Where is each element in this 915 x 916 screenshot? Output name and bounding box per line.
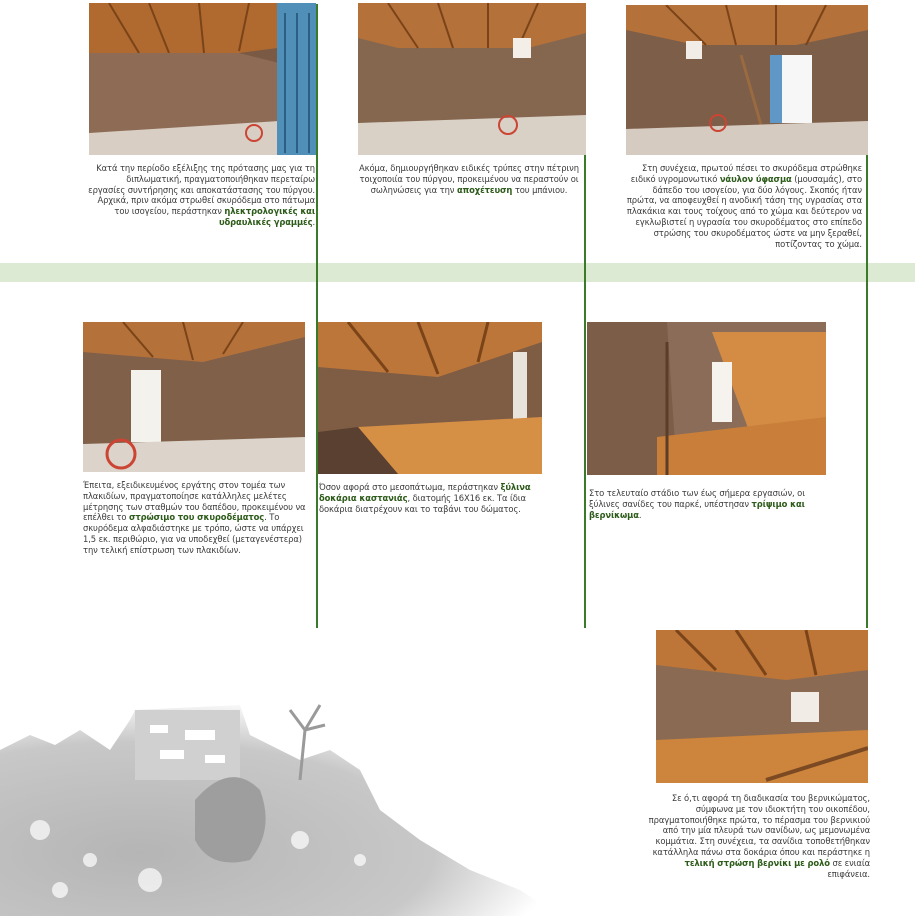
caption-5-text: Όσον αφορά στο μεσοπάτωμα, περάστηκαν xyxy=(319,482,501,492)
photo-concrete-floor xyxy=(83,322,305,472)
divider-line-1 xyxy=(316,4,318,628)
caption-1-text: Κατά την περίοδο εξέλιξης της πρότασης μας για τη διπλωματική, πραγματοποιήθηκαν περεταίρω εργασίες συντήρησης και αποκατάστασης του πύργου. Αρχικά, πριν ακόμα στρωθεί σκυρόδεμα στο πάτωμα του ισογείου, περάστηκαν xyxy=(88,163,315,217)
caption-5-end: , διατομής 16Χ16 εκ. Τα ίδια δοκάρια διατρέχουν και το ταβάνι του δώματος. xyxy=(319,492,526,514)
tower-silhouette-illustration xyxy=(0,690,560,916)
caption-7-end: σε ενιαία επιφάνεια. xyxy=(827,857,870,879)
caption-4-text: Έπειτα, εξειδικευμένος εργάτης στον τομέα των πλακιδίων, πραγματοποίησε κατάλληλες μελέτες μέτρησης των σταθμών του δαπέδου, προκειμένου να επέλθει το xyxy=(83,480,306,523)
caption-1-highlight: ηλεκτρολογικές και υδραυλικές γραμμές xyxy=(218,206,315,227)
caption-2-highlight: αποχέτευση xyxy=(456,184,513,195)
caption-drainage xyxy=(352,163,586,195)
photo-parquet-sanding xyxy=(587,322,826,475)
photo-ground-floor-membrane xyxy=(626,5,868,155)
caption-electrical-plumbing xyxy=(88,163,315,228)
caption-3-end: (μουσαμάς), στο δάπεδο του ισογείου, για δύο λόγους. Σκοπός ήταν πρώτα, να αποφευχθεί η ανοδική τάση της υγρασίας στα πλακάκια και τους τοίχους από το χώμα και δεύτερον να εγκλωβιστεί η υγρασία του σκυροδέματος στο επίπεδο στρώσης του σκυροδέματος ώστε να μην ξεραθεί, ποτίζοντας το χώμα. xyxy=(626,173,862,249)
caption-membrane xyxy=(620,163,862,249)
caption-5-highlight: ξύλινα δοκάρια καστανιάς xyxy=(319,482,531,503)
caption-7-highlight: τελική στρώση βερνίκι με ρολό xyxy=(684,857,830,868)
caption-6-end: . xyxy=(638,509,642,520)
caption-7-text: Σε ό,τι αφορά τη διαδικασία του βερνικώματος, σύμφωνα με τον ιδιοκτήτη του οικοπέδου, πραγματοποιήθηκε πρώτα, το πέρασμα του βερνικιού από την μία πλευρά των σανίδων, ως μεμονωμένα κομμάτια. Στη συνέχεια, τα σανίδια τοποθετήθηκαν κατάλληλα πάνω στα δοκάρια όπου και περάστηκε η xyxy=(648,793,870,857)
caption-concrete-pouring xyxy=(83,480,309,556)
photo-varnished-floor xyxy=(656,630,868,783)
photo-chestnut-beams xyxy=(318,322,542,474)
green-band xyxy=(0,263,915,282)
photo-ground-floor-pipes xyxy=(89,3,316,155)
caption-4-highlight: στρώσιμο του σκυροδέματος xyxy=(128,512,265,523)
caption-4-end: . Το σκυρόδεμα αλφαδιάστηκε με τρόπο, ώστε να υπάρχει 1,5 εκ. περιθώριο, για να υποδεχθεί (μεταγενέστερα) την τελική επίστρωση των πλακιδίων. xyxy=(83,512,304,555)
caption-6-text: Στο τελευταίο στάδιο των έως σήμερα εργασιών, οι ξύλινες σανίδες του παρκέ, υπέστησαν xyxy=(589,488,805,509)
photo-wall-drainage-holes xyxy=(358,3,586,155)
caption-2-text: Ακόμα, δημιουργήθηκαν ειδικές τρύπες στην πέτρινη τοιχοποιία του πύργου, προκειμένου να περαστούν οι σωληνώσεις για την xyxy=(359,163,579,195)
caption-sanding-varnish xyxy=(589,488,821,520)
caption-varnishing-process xyxy=(648,793,870,879)
caption-1-end: . xyxy=(312,216,315,227)
caption-3-highlight: νάυλον ύφασμα xyxy=(719,173,792,184)
caption-3-text: Στη συνέχεια, πρωτού πέσει το σκυρόδεμα στρώθηκε ειδικό υγρομονωτικό xyxy=(630,163,862,184)
caption-2-end: του μπάνιου. xyxy=(512,184,568,195)
caption-6-highlight: τρίψιμο και βερνίκωμα xyxy=(589,498,805,520)
caption-chestnut-beams xyxy=(319,482,541,514)
